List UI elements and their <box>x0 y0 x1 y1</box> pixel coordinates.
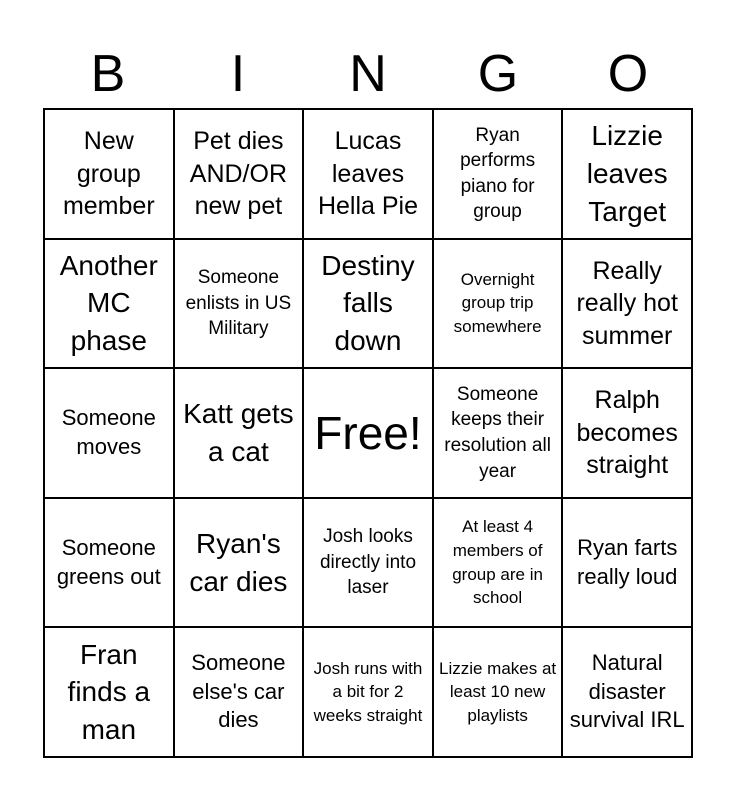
bingo-cell[interactable] <box>433 368 563 498</box>
bingo-cell[interactable] <box>44 368 174 498</box>
bingo-cell[interactable] <box>433 498 563 628</box>
cell-text: Someone greens out <box>56 535 161 589</box>
cell-text: Someone else's car dies <box>191 650 286 733</box>
header-letter-g: G <box>477 45 519 103</box>
bingo-cell[interactable] <box>433 109 563 239</box>
bingo-cell[interactable] <box>44 109 174 239</box>
bingo-cell[interactable] <box>174 627 304 757</box>
bingo-cell[interactable] <box>562 368 692 498</box>
bingo-cell[interactable] <box>562 498 692 628</box>
header-letter-i: I <box>230 45 246 103</box>
cell-text: Lizzie leaves Target <box>586 120 668 227</box>
cell-text: Overnight group trip somewhere <box>453 269 542 337</box>
cell-text: New group member <box>62 127 155 221</box>
cell-text: At least 4 members of group are in school <box>452 517 543 608</box>
bingo-cell[interactable] <box>303 109 433 239</box>
bingo-cell[interactable] <box>303 627 433 757</box>
cell-text: Fran finds a man <box>67 638 151 746</box>
cell-text: Ryan performs piano for group <box>460 124 536 223</box>
header-letter-b: B <box>90 45 126 103</box>
bingo-cell[interactable] <box>433 239 563 369</box>
bingo-header <box>43 40 693 108</box>
bingo-cell[interactable] <box>44 627 174 757</box>
bingo-cell[interactable] <box>562 109 692 239</box>
cell-text: Pet dies AND/OR new pet <box>189 127 287 221</box>
cell-text: Lizzie makes at least 10 new playlists <box>439 658 557 726</box>
cell-text: Josh runs with a bit for 2 weeks straight <box>313 658 423 726</box>
cell-text: Another MC phase <box>59 249 158 357</box>
cell-text: Someone moves <box>61 405 156 459</box>
bingo-grid <box>43 108 693 758</box>
cell-text: Katt gets a cat <box>183 398 294 467</box>
cell-text: Ralph becomes straight <box>576 386 678 480</box>
bingo-cell[interactable] <box>433 627 563 757</box>
cell-text: Someone keeps their resolution all year <box>444 383 551 482</box>
cell-text: Someone enlists in US Military <box>185 266 292 340</box>
bingo-cell[interactable] <box>174 368 304 498</box>
cell-text: Lucas leaves Hella Pie <box>317 127 419 221</box>
bingo-cell[interactable] <box>303 239 433 369</box>
cell-text: Ryan farts really loud <box>577 535 678 589</box>
bingo-cell[interactable] <box>562 627 692 757</box>
free-space[interactable] <box>303 368 433 498</box>
bingo-cell[interactable] <box>562 239 692 369</box>
cell-text: Natural disaster survival IRL <box>569 650 685 733</box>
bingo-cell[interactable] <box>303 498 433 628</box>
cell-text: Really really hot summer <box>576 256 678 350</box>
header-letter-n: N <box>349 45 387 103</box>
cell-text: Josh looks directly into laser <box>319 526 417 599</box>
bingo-cell[interactable] <box>44 239 174 369</box>
bingo-cell[interactable] <box>174 109 304 239</box>
bingo-cell[interactable] <box>44 498 174 628</box>
header-letter-o: O <box>607 45 649 103</box>
bingo-cell[interactable] <box>174 498 304 628</box>
bingo-cell[interactable] <box>174 239 304 369</box>
cell-text: Destiny falls down <box>321 249 415 357</box>
free-space-label: Free! <box>314 406 422 459</box>
cell-text: Ryan's car dies <box>189 527 288 597</box>
